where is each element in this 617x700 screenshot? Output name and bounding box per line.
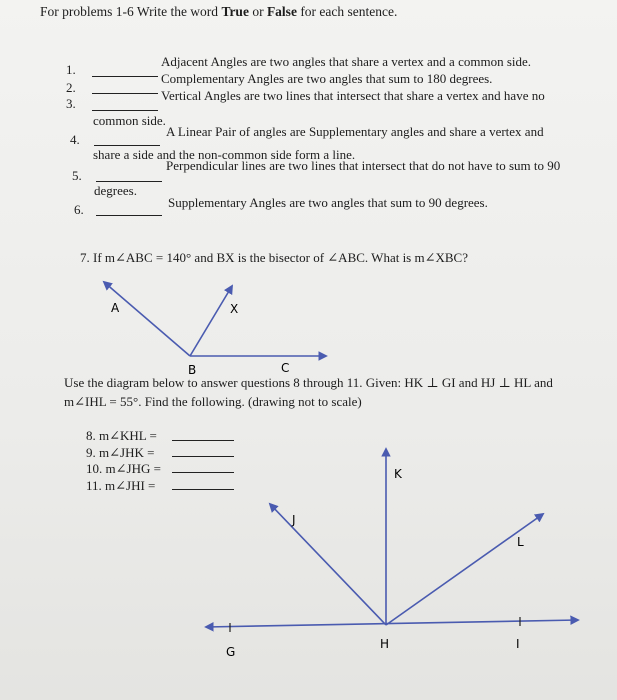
perpendicular-lines-diagram (206, 449, 578, 659)
item-number: 3. (66, 96, 76, 111)
item-continuation: share a side and the non-common side form a line. (93, 147, 356, 162)
ray-hj (270, 504, 386, 625)
label-c: C (281, 361, 290, 375)
label-h: H (380, 637, 390, 651)
item-text: Adjacent Angles are two angles that share a vertex and a common side. (161, 54, 532, 69)
question-10: 10. m∠JHG = (86, 461, 161, 476)
item-number: 4. (70, 132, 80, 147)
question-11: 11. m∠JHI = (86, 478, 156, 493)
item-number: 6. (74, 202, 84, 217)
diagram-intro-line1: Use the diagram below to answer questions 8 through 11. Given: HK ⊥ GI and HJ ⊥ HL and (64, 375, 553, 390)
ray-ba (104, 282, 190, 356)
item-continuation: common side. (93, 113, 166, 128)
label-a: A (111, 301, 120, 315)
label-b: B (188, 363, 197, 377)
question-9: 9. m∠JHK = (86, 445, 155, 460)
item-text: A Linear Pair of angles are Supplementary angles and share a vertex and (166, 124, 544, 139)
label-j: J (292, 513, 296, 527)
ray-hl (386, 514, 543, 625)
angle-abc-diagram (104, 282, 326, 377)
label-l: L (517, 535, 524, 549)
header-false-word: False (266, 4, 297, 19)
label-g: G (226, 645, 236, 659)
label-x: X (230, 302, 239, 316)
item-text: Complementary Angles are two angles that sum to 180 degrees. (161, 71, 493, 86)
question-8: 8. m∠KHL = (86, 428, 157, 443)
header-prefix: For problems 1-6 Write the word (40, 4, 222, 19)
item-number: 5. (72, 168, 82, 183)
item-number: 2. (66, 80, 76, 95)
label-i: I (516, 637, 520, 651)
header-or: or (248, 4, 267, 19)
item-text: Supplementary Angles are two angles that sum to 90 degrees. (168, 195, 488, 210)
item-continuation: degrees. (94, 183, 137, 198)
item-number: 1. (66, 62, 76, 77)
item-text: Vertical Angles are two lines that intersect that share a vertex and have no (161, 88, 545, 103)
label-k: K (394, 467, 402, 481)
question-7: 7. If m∠ABC = 140° and BX is the bisector of ∠ABC. What is m∠XBC? (80, 250, 469, 265)
header-true-word: True (221, 4, 249, 19)
item-text: Perpendicular lines are two lines that intersect that do not have to sum to 90 (166, 158, 561, 173)
header-suffix: for each sentence. (296, 4, 398, 19)
diagram-intro-line2: m∠IHL = 55°. Find the following. (drawing not to scale) (64, 394, 362, 409)
ray-bx (190, 286, 232, 356)
